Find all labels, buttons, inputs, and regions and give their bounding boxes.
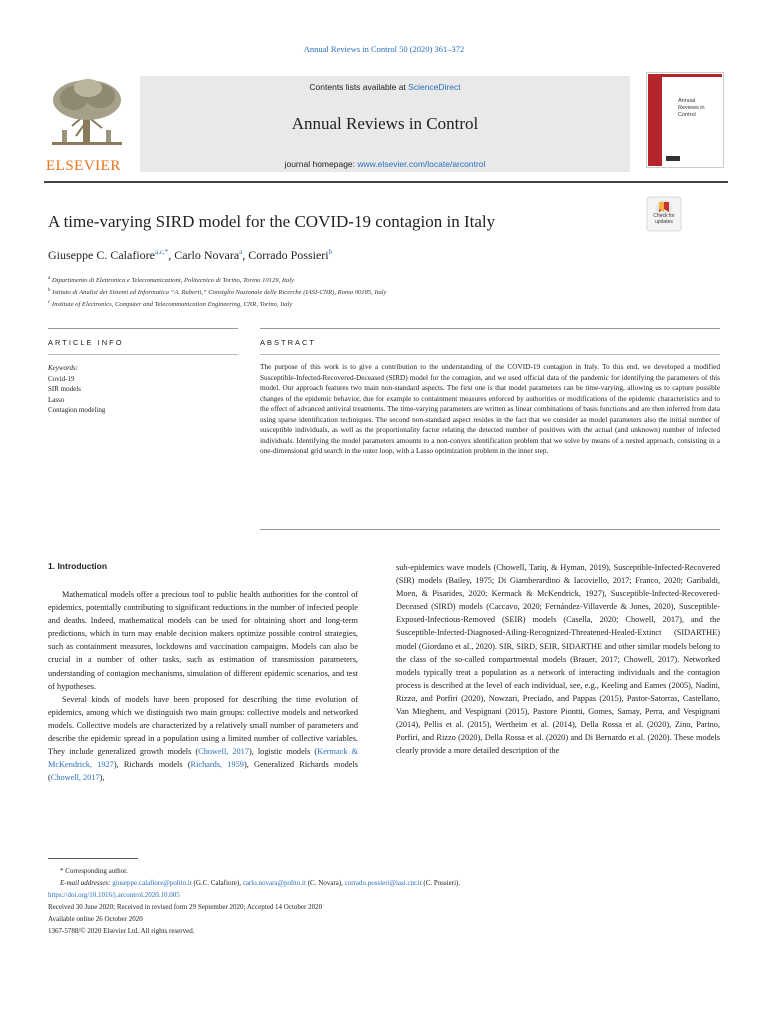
copyright-line: 1367-5788/© 2020 Elsevier Ltd. All rights reserved.: [48, 927, 195, 935]
elsevier-wordmark: ELSEVIER: [46, 158, 121, 174]
author-affiliation-marker[interactable]: a: [239, 248, 243, 256]
masthead-rule: [44, 181, 728, 183]
keyword[interactable]: SIR models: [48, 385, 81, 393]
body-column-right: [396, 561, 720, 757]
journal-cover-thumbnail[interactable]: [646, 72, 724, 168]
footnotes: [48, 865, 460, 937]
abstract-text: The purpose of this work is to give a contribution to the understanding of the COVID-19 contagion in Italy. To this end, we developed a modified Susceptible-Infected-Recovered-Deceased (SIRD) model for the contagion, and we used official data of the pandemic for identifying the parameters of this model. Our approach features two main non-standard aspects. The first one is that model parameters can be time-varying, allowing us to capture possible changes of the epidemic behavior, due for example to containment measures enforced by authorities or modifications of the epidemic characteristics and to the effect of advanced antiviral treatments. The time-varying parameters are written as linear combinations of basis functions and are then inferred from data using sparse identification techniques. The second non-standard aspect resides in the fact that we consider as model parameters also the initial number of susceptible individuals, as well as the proportionality factor relating the detected number of positives with the actual (and unknown) number of infected individuals. Identifying the model parameters amounts to a non-convex identification problem that we solve by means of a nested approach, consisting in a one-dimensional grid search in the outer loop, with a Lasso optimization problem in the inner step.: [260, 362, 720, 455]
article-info-heading: ARTICLE INFO: [48, 338, 124, 347]
intro-paragraph-2-continued: sub-epidemics wave models (Chowell, Tariq, & Hyman, 2019), Susceptible-Infected-Recovered (SIR) models (Bailey, 1975; Di Giamberardino & Iacoviello, 2017; Franco, 2020; Garibaldi, Moen, & Pisarides, 2020; Kermack & McKendrick, 1927), Susceptible-Infected-Recovered-Deceased (SIRD) models (Caccavo, 2020; Fernández-Villaverde & Jones, 2020), Susceptible-Exposed-Infectious-Removed (SEIR) models (Casella, 2020; Chowell, 2017), and the Susceptible-Infected-Diagnosed-Ailing-Recognized-Threatened-Healed-Extinct (SIDARTHE) model (Giordano et al., 2020). SIR, SIRD, SEIR, SIDARTHE and other similar models belong to the class of the so-called compartmental models (Brauer, 2017; Chowell, 2017). Networked models typically treat a population as a network of interacting individuals and the contagion process is described at the level of each individual, see, e.g., Keeling and Eames (2005), Nadini, Rizzo, and Porfiri (2020), Nowzari, Preciado, and Pappas (2015), Pastor-Satorras, Castellano, Van Mieghem, and Vespignani (2015), Pastore Piontti, Gomes, Samay, Perra, and Vespignani (2014), Pellis et al. (2015), Wertheim et al. (2014), Della Rossa et al. (2020), Zino, Parino, Porfiri, and Rizzo (2020), Della Rossa et al. (2020) and Di Bernardo et al. (2020). These models clearly provide a more detailed description of the: [396, 563, 720, 756]
keyword[interactable]: Lasso: [48, 395, 65, 404]
citation-link[interactable]: Kermack & McKendrick, 1927: [48, 747, 359, 770]
journal-banner: [140, 76, 630, 172]
keywords-title: Keywords:: [48, 364, 79, 372]
keywords-block: [48, 363, 105, 416]
paragraph-text: Several kinds of models have been proposed for describing the time evolution of epidemics, among which we distinguish two main groups: collective models and networked models. Collective models are characterized by a relatively small number of parameters and describe the epidemic spread in a population using a limited number of collective variables. They include generalized growth models (: [48, 694, 358, 757]
email-owner: (G.C. Calafiore),: [191, 879, 243, 887]
elsevier-tree-icon: [48, 76, 126, 148]
corresponding-author-note: * Corresponding author.: [60, 867, 128, 875]
elsevier-logo[interactable]: [44, 76, 130, 172]
crossmark-label-line-1: Check for: [653, 213, 675, 219]
affiliations: [48, 274, 387, 311]
abstract-rule-top: [260, 328, 720, 329]
affiliation-marker: c: [48, 300, 51, 306]
email-link[interactable]: giuseppe.calafiore@polito.it: [112, 879, 192, 887]
email-link[interactable]: corrado.possieri@iasi.cnr.it: [344, 879, 422, 887]
article-title: A time-varying SIRD model for the COVID-19 contagion in Italy: [48, 212, 496, 231]
keyword[interactable]: Contagion modeling: [48, 406, 106, 414]
author-name: Carlo Novara: [174, 248, 240, 262]
affiliation-marker: b: [48, 288, 51, 294]
citation-link[interactable]: Chowell, 2017: [198, 747, 249, 757]
intro-paragraph-2: [48, 693, 358, 785]
author-affiliation-marker[interactable]: b: [328, 248, 333, 256]
article-info-rule: [48, 328, 238, 329]
contents-prefix: Contents lists available at: [309, 82, 409, 92]
received-dates: Received 30 June 2020; Received in revised form 29 September 2020; Accepted 14 October 2020: [48, 903, 323, 911]
email-addresses: [48, 877, 460, 889]
affiliation-marker: a: [48, 276, 51, 281]
intro-paragraph-1: Mathematical models offer a precious tool to public health authorities for the control of epidemics, potentially contributing to significant reductions in the number of infected people and deaths. Indeed, mathematical models can be used for obtaining short and long-term predictions, which in turn may enable decision makers optimize possible control strategies, such as containment measures, lockdowns and vaccination campaigns. Models can also be crucial in a number of other tasks, such as estimation of transmission parameters, understanding of contagion mechanisms, simulation of different epidemic scenarios, and test of hypotheses.: [48, 590, 358, 691]
crossmark-label: [640, 213, 688, 225]
cover-title-line-3: Control: [678, 112, 696, 118]
abstract-subrule: [260, 354, 720, 355]
body-column-left: [48, 588, 358, 784]
paragraph-text: ), Richards models (: [113, 760, 191, 770]
abstract-rule-bottom: [260, 529, 720, 530]
author-list: [48, 248, 332, 263]
article-info-subrule: [48, 354, 238, 355]
author-name: Corrado Possieri: [248, 248, 329, 262]
paragraph-text: ), logistic models (: [248, 747, 318, 757]
journal-reference-link[interactable]: Annual Reviews in Control 50 (2020) 361–372: [303, 44, 465, 54]
sciencedirect-link[interactable]: ScienceDirect: [408, 82, 461, 92]
email-label: E-mail addresses:: [60, 879, 113, 887]
author-affiliation-marker[interactable]: a,c,*: [154, 248, 169, 256]
journal-masthead: [44, 68, 728, 178]
journal-homepage-link[interactable]: www.elsevier.com/locate/arcontrol: [357, 159, 486, 169]
crossmark-label-line-2: updates: [655, 219, 673, 225]
email-link[interactable]: carlo.novara@polito.it: [242, 879, 306, 887]
author-separator: ,: [168, 248, 175, 262]
affiliation-line: [48, 298, 387, 310]
section-heading-introduction: 1. Introduction: [48, 561, 108, 571]
affiliation-line: [48, 274, 387, 286]
citation-link[interactable]: Richards, 1959: [190, 760, 244, 770]
footnote-rule: [48, 858, 138, 859]
email-owner: (C. Novara),: [305, 879, 345, 887]
doi-link[interactable]: https://doi.org/10.1016/j.arcontrol.2020.10.005: [48, 891, 180, 899]
paragraph-text: ),: [99, 773, 105, 783]
affiliation-text: Dipartimento di Elettronica e Telecomunicazioni, Politecnico di Torino, Torino 10129, Italy: [51, 277, 294, 285]
homepage-prefix: journal homepage:: [284, 159, 358, 169]
journal-name: Annual Reviews in Control: [291, 114, 479, 133]
author-separator: ,: [242, 248, 249, 262]
abstract-heading: ABSTRACT: [260, 338, 317, 347]
email-owner: (C. Possieri).: [421, 879, 461, 887]
citation-link[interactable]: Chowell, 2017: [50, 773, 100, 783]
paragraph-text: ), Generalized Richards models (: [48, 760, 358, 783]
affiliation-line: [48, 286, 387, 298]
journal-homepage-line: [140, 159, 630, 169]
cover-title-line-2: Reviews in: [678, 105, 705, 111]
affiliation-text: Istituto di Analisi dei Sistemi ed Informatica “A. Ruberti,” Consiglio Nazionale delle Ricerche (IASI-CNR), Roma 00185, Italy: [52, 289, 387, 297]
keyword[interactable]: Covid-19: [48, 374, 75, 383]
available-online: Available online 26 October 2020: [48, 915, 143, 923]
contents-line: [140, 82, 630, 92]
cover-title-line-1: Annual: [678, 98, 696, 104]
affiliation-text: Institute of Electronics, Computer and Telecommunication Engineering, CNR, Torino, Italy: [51, 301, 293, 309]
author-name: Giuseppe C. Calafiore: [48, 248, 155, 262]
